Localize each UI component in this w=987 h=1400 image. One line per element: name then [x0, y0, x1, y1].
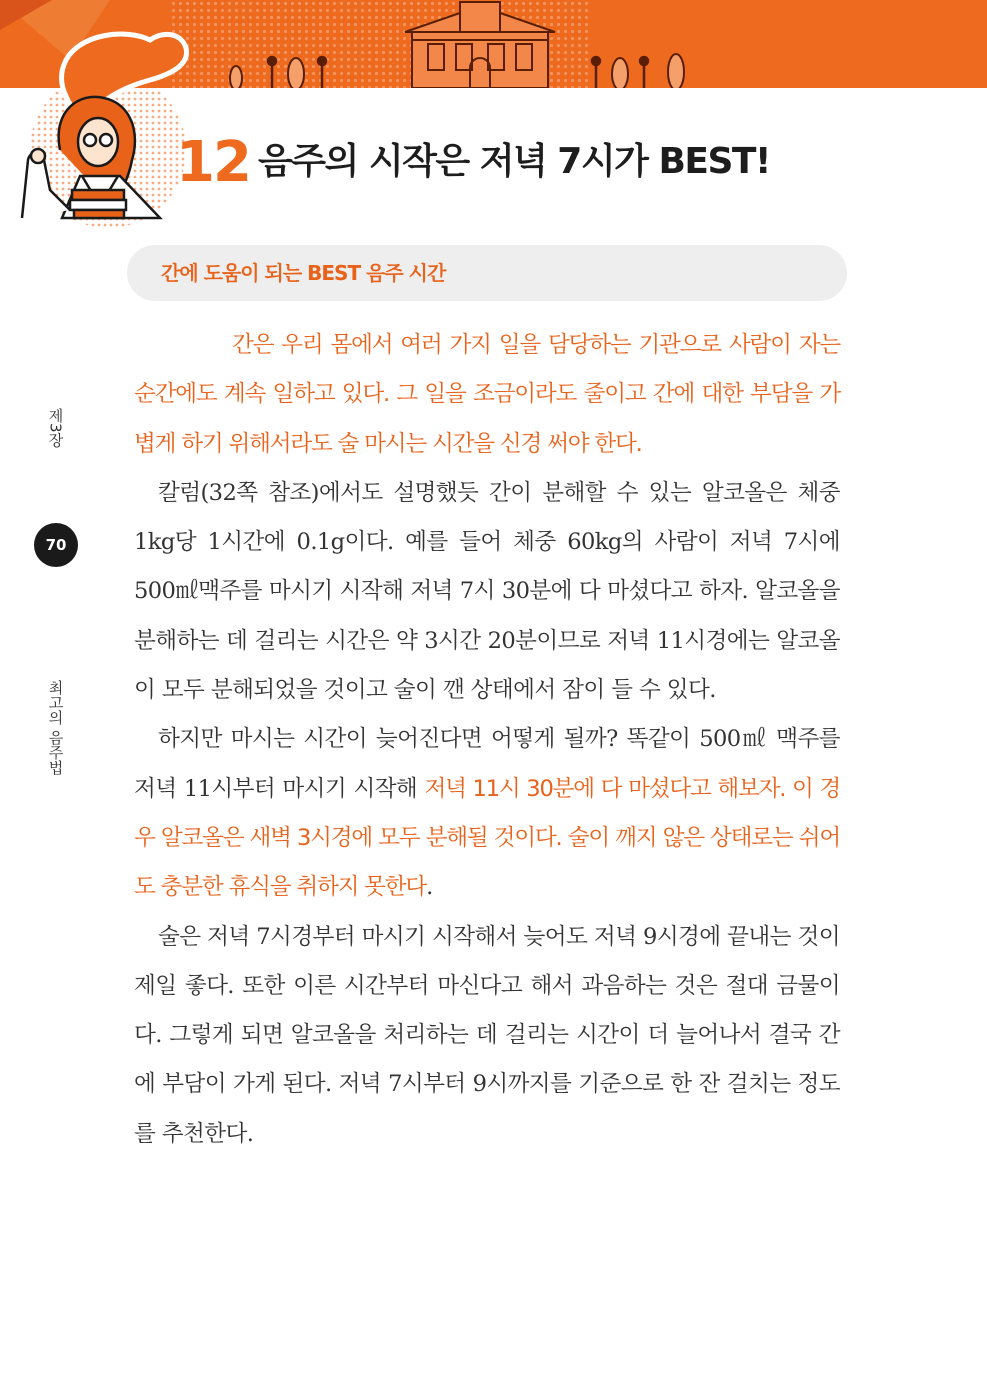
highlighted-text: 저녁 11시 30분에 다 마셨다고 해보자. 이 경우 알코올은 새벽 3시경에 모두 분해될 것이다. 술이 깨지 않은 상태로는 쉬어도 충분한 휴식을 취하지 못한다 [134, 775, 840, 901]
chapter-title: 음주의 시작은 저녁 7시가 BEST! [258, 141, 770, 182]
paragraph-text: 하지만 마시는 시간이 늦어진다면 어떻게 될까? 똑같이 500㎖ 맥주를 저녁 11시부터 마시기 시작해 [134, 726, 840, 802]
chapter-label: 제3장 [46, 408, 65, 448]
paragraph [134, 715, 840, 912]
paragraph: 술은 저녁 7시경부터 마시기 시작해서 늦어도 저녁 9시경에 끝내는 것이 제일 좋다. 또한 이른 시간부터 마신다고 해서 과음하는 것은 절대 금물이다. 그렇게 되면 알코올을 처리하는 데 걸리는 시간이 더 늘어나서 결국 간에 부담이 가게 된다. 저녁 7시부터 9시까지를 기준으로 한 잔 걸치는 정도를 추천한다. [134, 923, 840, 1147]
paragraph: 칼럼(32쪽 참조)에서도 설명했듯 간이 분해할 수 있는 알코올은 체중 1kg당 1시간에 0.1g이다. 예를 들어 체중 60kg의 사람이 저녁 7시에 500㎖맥주를 마시기 시작해 저녁 7시 30분에 다 마셨다고 하자. 알코올을 분해하는 데 걸리는 시간은 약 3시간 20분이므로 저녁 11시경에는 알코올이 모두 분해되었을 것이고 술이 깬 상태에서 잠이 들 수 있다. [134, 479, 840, 704]
book-title: 최고의 음주법 [46, 680, 65, 775]
body-text [134, 321, 840, 1159]
lead-paragraph: 간은 우리 몸에서 여러 가지 일을 담당하는 기관으로 사람이 자는 순간에도 계속 일하고 있다. 그 일을 조금이라도 줄이고 간에 대한 부담을 가볍게 하기 위해서라도 술 마시는 시간을 신경 써야 한다. [134, 332, 840, 457]
section-subheading-bar [127, 245, 847, 301]
section-subheading: 간에 도움이 되는 BEST 음주 시간 [161, 261, 446, 285]
page-number: 70 [34, 523, 78, 567]
paragraph-text: . [426, 874, 433, 901]
header-decoration [0, 0, 987, 240]
chapter-number: 12 [176, 130, 250, 195]
